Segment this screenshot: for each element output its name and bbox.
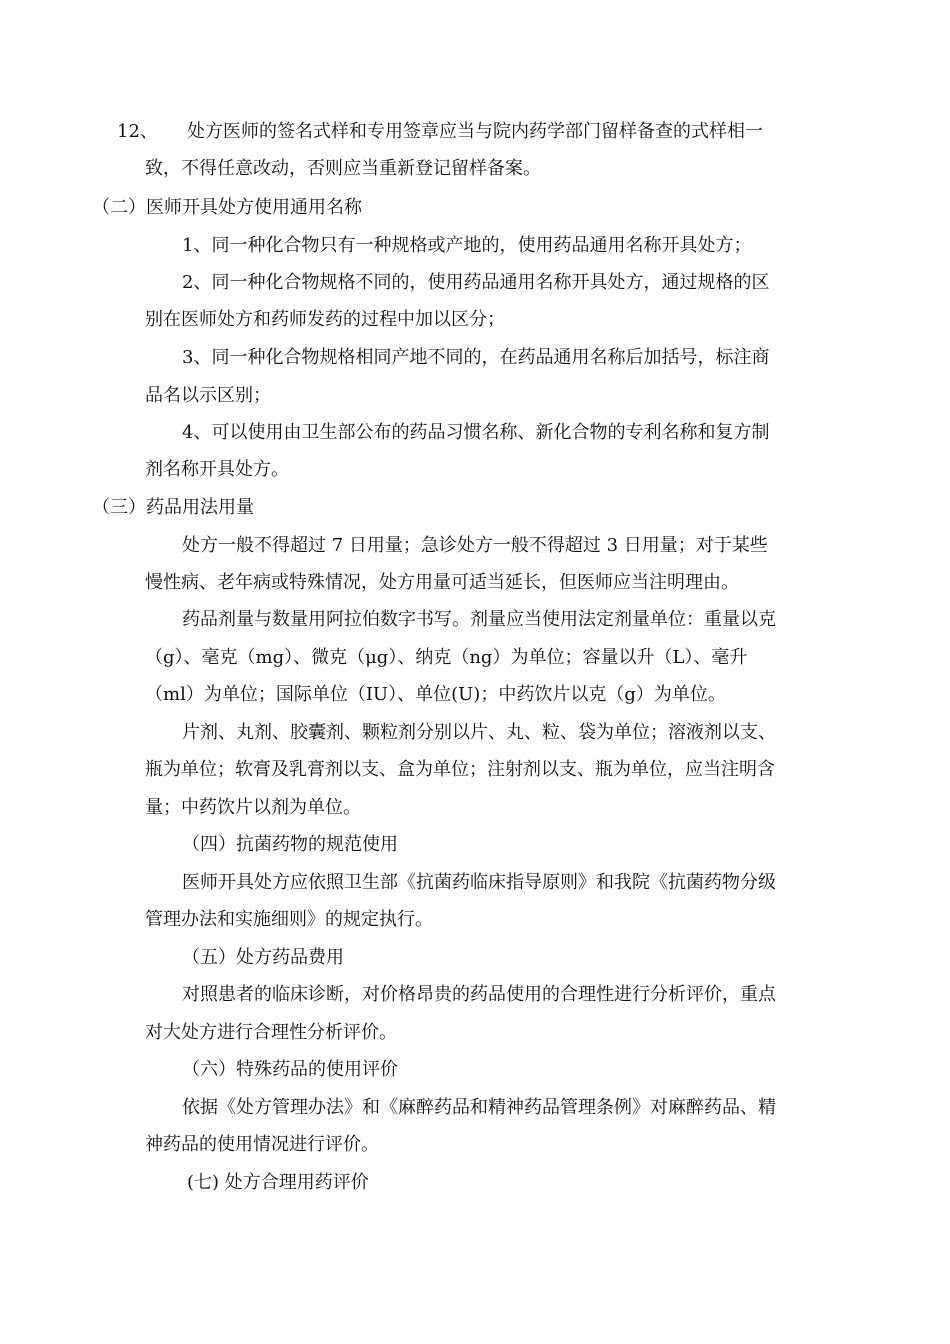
section-4-para-1-line-1: 医师开具处方应依照卫生部《抗菌药临床指导原则》和我院《抗菌药物分级	[182, 872, 776, 893]
section-3-heading: （三）药品用法用量	[92, 497, 254, 518]
section-3-para-3-line-1: 片剂、丸剂、胶囊剂、颗粒剂分别以片、丸、粒、袋为单位；溶液剂以支、	[182, 722, 776, 743]
section-2-heading: （二）医师开具处方使用通用名称	[92, 197, 362, 218]
section-3-para-2-line-2: （g）、毫克（mg）、微克（μg）、纳克（ng）为单位；容量以升（L）、毫升	[145, 647, 748, 668]
section-6-heading: （六）特殊药品的使用评价	[182, 1059, 398, 1080]
section-2-para-2-line-1: 2、同一种化合物规格不同的，使用药品通用名称开具处方，通过规格的区	[182, 272, 770, 293]
section-2-para-2-line-2: 别在医师处方和药师发药的过程中加以区分；	[145, 309, 505, 330]
section-3-para-3-line-3: 量；中药饮片以剂为单位。	[145, 797, 361, 818]
section-2-para-4-line-1: 4、可以使用由卫生部公布的药品习惯名称、新化合物的专利名称和复方制	[182, 422, 770, 443]
section-6-para-1-line-2: 神药品的使用情况进行评价。	[145, 1134, 379, 1155]
section-2-para-4-line-2: 剂名称开具处方。	[145, 459, 289, 480]
section-7-heading: (七) 处方合理用药评价	[187, 1172, 369, 1193]
item-12-number: 12、	[117, 121, 158, 142]
section-3-para-2-line-3: （ml）为单位；国际单位（IU）、单位(U)；中药饮片以克（g）为单位。	[145, 684, 726, 705]
section-3-para-2-line-1: 药品剂量与数量用阿拉伯数字书写。剂量应当使用法定剂量单位：重量以克	[182, 609, 776, 630]
section-2-para-1: 1、同一种化合物只有一种规格或产地的，使用药品通用名称开具处方；	[182, 235, 752, 256]
section-2-para-3-line-1: 3、同一种化合物规格相同产地不同的，在药品通用名称后加括号，标注商	[182, 347, 770, 368]
item-12-line-1: 处方医师的签名式样和专用签章应当与院内药学部门留样备查的式样相一	[187, 121, 763, 142]
section-6-para-1-line-1: 依据《处方管理办法》和《麻醉药品和精神药品管理条例》对麻醉药品、精	[182, 1097, 776, 1118]
section-3-para-3-line-2: 瓶为单位；软膏及乳膏剂以支、盒为单位；注射剂以支、瓶为单位，应当注明含	[145, 759, 775, 780]
section-5-para-1-line-2: 对大处方进行合理性分析评价。	[145, 1022, 397, 1043]
section-2-para-3-line-2: 品名以示区别；	[145, 385, 271, 406]
section-5-para-1-line-1: 对照患者的临床诊断，对价格昂贵的药品使用的合理性进行分析评价，重点	[182, 984, 776, 1005]
section-5-heading: （五）处方药品费用	[182, 947, 344, 968]
section-3-para-1-line-1: 处方一般不得超过 7 日用量；急诊处方一般不得超过 3 日用量；对于某些	[182, 535, 768, 556]
item-12-line-2: 致，不得任意改动，否则应当重新登记留样备案。	[145, 158, 541, 179]
section-4-para-1-line-2: 管理办法和实施细则》的规定执行。	[145, 909, 433, 930]
section-3-para-1-line-2: 慢性病、老年病或特殊情况，处方用量可适当延长，但医师应当注明理由。	[145, 572, 739, 593]
section-4-heading: （四）抗菌药物的规范使用	[182, 834, 398, 855]
